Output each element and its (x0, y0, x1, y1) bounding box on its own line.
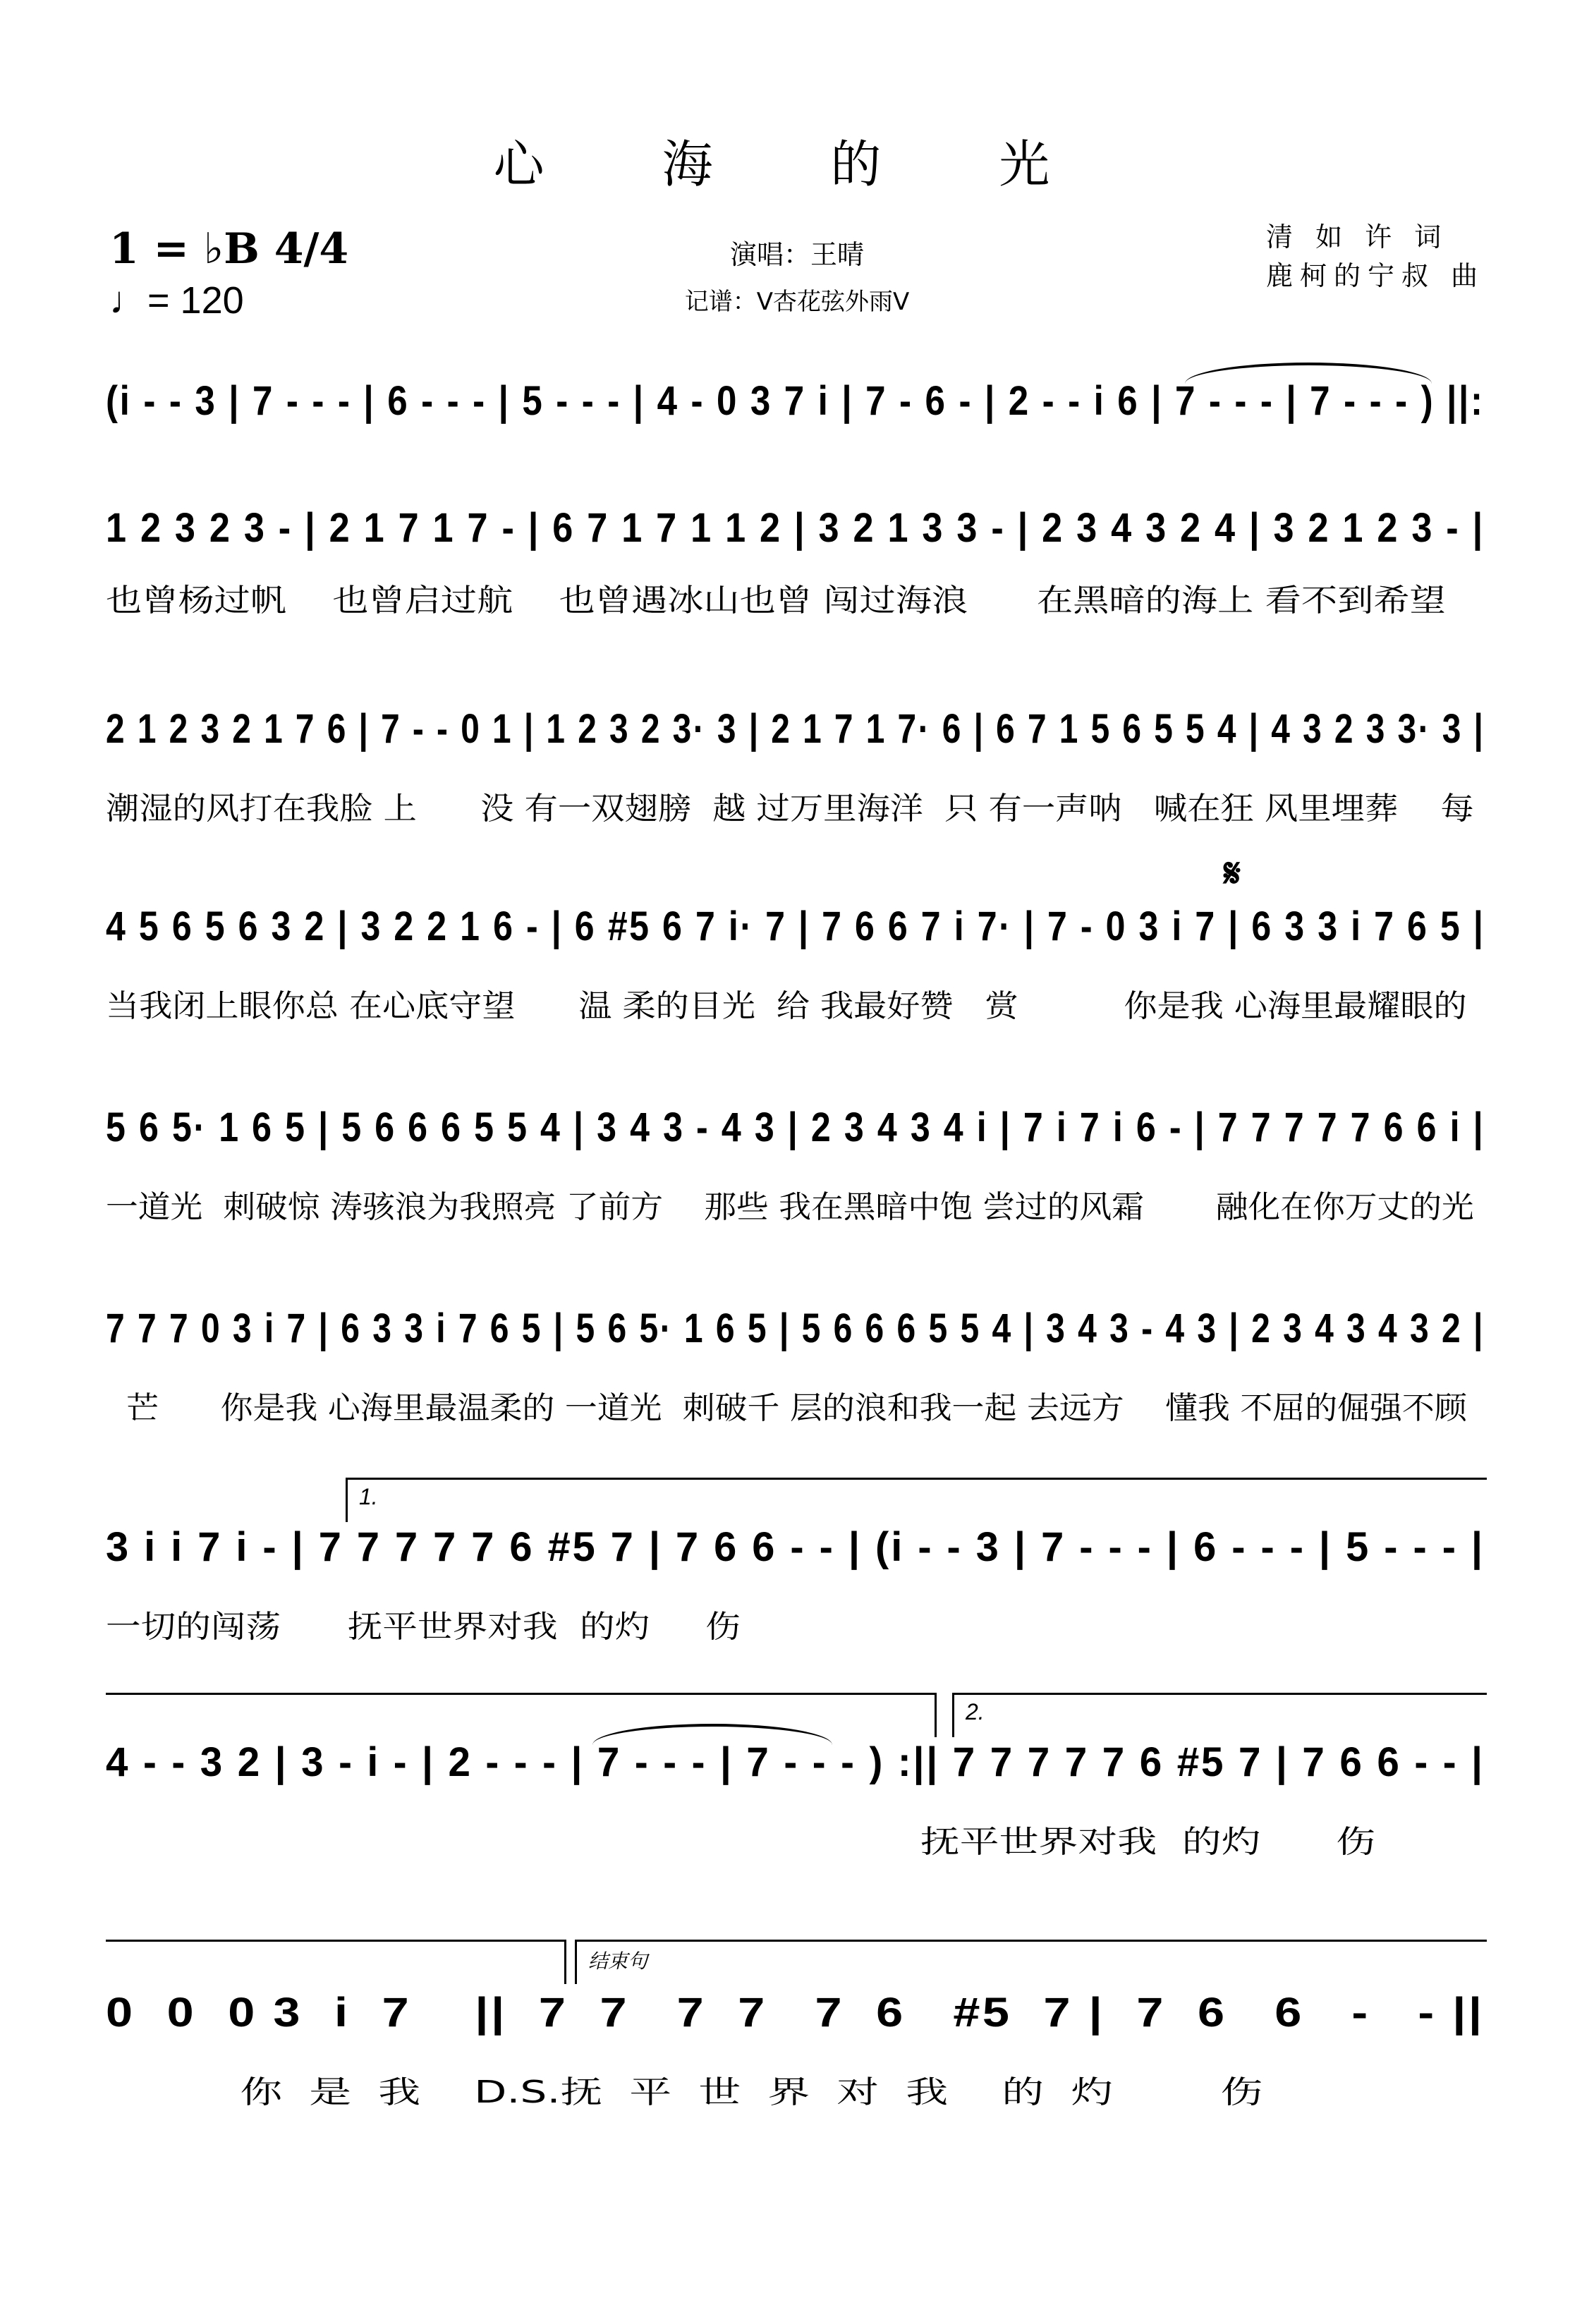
notes-row (106, 494, 1485, 571)
lyrics-line: 芒 你是我 心海里最温柔的 一道光 刺破千 层的浪和我一起 去远方 懂我 不屈的倔强不顾 (106, 1390, 1467, 1426)
notes-row (106, 695, 1485, 772)
volta-1-label: 1. (359, 1484, 378, 1509)
transcriber-credit: 记谱：V杏花弦外雨V (684, 288, 910, 316)
lyrics-line: 一切的闯荡 抚平世界对我 的灼 伤 (106, 1609, 741, 1645)
notes-row (106, 1978, 1485, 2056)
notation-line: 1 2 3 2 3 - | 2 1 7 1 7 - | 6 7 1 7 1 1 2 | 3 2 1 3 3 - | 2 3 4 3 2 4 | 3 2 1 2 3 - | (106, 505, 1485, 551)
lyrics-line: 潮湿的风打在我脸 上 没 有一双翅膀 越 过万里海洋 只 有一声呐 喊在狂 风里埋葬 每 (106, 791, 1474, 827)
notation-line: 7 7 7 0 3 i 7 | 6 3 3 i 7 6 5 | 5 6 5· 1 6 5 | 5 6 6 6 5 5 4 | 3 4 3 - 4 3 | 2 3 4 3 4 3 2 | (106, 1306, 1485, 1351)
notation-line: (i - - 3 | 7 - - - | 6 - - - | 5 - - - | 4 - 0 3 7 i | 7 - 6 - | 2 - - i 6 | 7 - - - | 7 - - - ) ||: (106, 378, 1485, 424)
notation-line: 4 5 6 5 6 3 2 | 3 2 2 1 6 - | 6 #5 6 7 i· 7 | 7 6 6 7 i 7· | 7 - 0 3 i 7 | 6 3 3 i 7 6 5 | (106, 904, 1485, 949)
notation-line: 0 0 0 3 i 7 || 7 7 7 7 7 6 #5 7 | 7 6 6 - - || (106, 1990, 1485, 2036)
composer-credit: 鹿柯的宁叔 曲 (1266, 260, 1485, 291)
notes-row (106, 1093, 1485, 1171)
notes-row (106, 1728, 1485, 1806)
lyrics-line: 也曾杨过帆 也曾启过航 也曾遇冰山也曾 闯过海浪 在黑暗的海上 看不到希望 (106, 583, 1446, 619)
coda-label: 结束句 (588, 1950, 648, 1972)
lyricist-credit: 清 如 许 词 (1266, 221, 1449, 253)
song-title: 心 海 的 光 (493, 135, 1101, 194)
notation-line: 5 6 5· 1 6 5 | 5 6 6 6 5 5 4 | 3 4 3 - 4 3 | 2 3 4 3 4 i | 7 i 7 i 6 - | 7 7 7 7 7 6 6 i | (106, 1105, 1485, 1150)
notation-line: 2 1 2 3 2 1 7 6 | 7 - - 0 1 | 1 2 3 2 3· 3 | 2 1 7 1 7· 6 | 6 7 1 5 6 5 5 4 | 4 3 2 3 3· 3 | (106, 706, 1485, 752)
tie-slur (1185, 363, 1432, 384)
notes-row (106, 1513, 1485, 1590)
notes-row (106, 367, 1485, 444)
lyrics-line: 一道光 刺破惊 涛骇浪为我照亮 了前方 那些 我在黑暗中饱 尝过的风霜 融化在你万丈的光 (106, 1189, 1474, 1225)
coda-bracket-left (106, 1940, 566, 1984)
lyrics-line: 你 是 我 D.S.抚 平 世 界 对 我 的 灼 伤 (106, 2074, 1263, 2110)
segno-sign: 𝄋 (1224, 850, 1241, 896)
notes-row (106, 892, 1485, 970)
volta-2-label: 2. (966, 1699, 985, 1724)
notation-line: 4 - - 3 2 | 3 - i - | 2 - - - | 7 - - - | 7 - - - ) :|| 7 7 7 7 7 6 #5 7 | 7 6 6 - - | (106, 1739, 1485, 1785)
notes-row (106, 1294, 1485, 1372)
notation-line: 3 i i 7 i - | 7 7 7 7 7 6 #5 7 | 7 6 6 - - | (i - - 3 | 7 - - - | 6 - - - | 5 - - - | (106, 1524, 1485, 1570)
singer-credit: 演唱：王晴 (729, 239, 864, 270)
key-signature: 1 = ♭B 4/4 (109, 224, 349, 274)
coda-bracket (575, 1940, 1487, 1984)
lyrics-line: 当我闭上眼你总 在心底守望 温 柔的目光 给 我最好赞 赏 你是我 心海里最耀眼的 (106, 988, 1467, 1024)
tempo-marking: ♩= 120 (109, 279, 244, 322)
lyrics-line: 抚平世界对我 的灼 伤 (106, 1824, 1376, 1860)
